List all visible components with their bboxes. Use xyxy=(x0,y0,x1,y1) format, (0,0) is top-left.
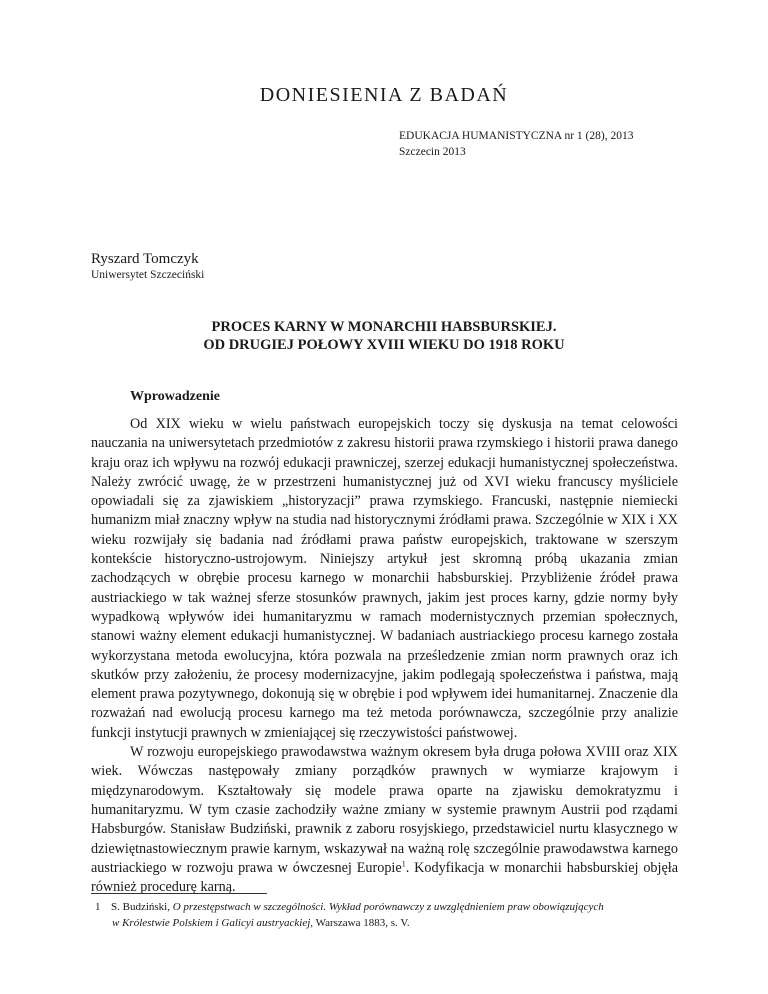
article-title xyxy=(0,318,768,354)
author-name: Ryszard Tomczyk xyxy=(91,251,199,267)
journal-citation: EDUKACJA HUMANISTYCZNA nr 1 (28), 2013 xyxy=(399,130,634,142)
footnote-line-1 xyxy=(91,899,678,915)
paragraph-2 xyxy=(91,743,678,897)
title-line-2: OD DRUGIEJ POŁOWY XVIII WIEKU DO 1918 ROKU xyxy=(203,337,565,353)
footnote-number: 1 xyxy=(95,901,101,913)
footnote-author: S. Budziński, xyxy=(111,901,170,913)
title-line-1: PROCES KARNY W MONARCHII HABSBURSKIEJ. xyxy=(211,319,557,335)
paragraph-1: Od XIX wieku w wielu państwach europejskich toczy się dyskusja na temat celowości nauczania na uniwersytetach przedmiotów z zakresu historii prawa rzymskiego i historii prawa danego kraju oraz ich wpływu na rozwój edukacji prawniczej, szerzej edukacji humanistycznej społeczeństwa. Należy zwrócić uwagę, że w przestrzeni humanistycznej już od XVI wieku francuscy myśliciele opowiadali się za zjawiskiem „historyzacji” prawa rzymskiego. Francuski, następnie niemiecki humanizm miał znaczny wpływ na studia nad historycznymi źródłami prawa. Szczególnie w XIX i XX wieku rozwijały się badania nad źródłami prawa państw europejskich, traktowane w szerszym kontekście historyczno-ustrojowym. Niniejszy artykuł jest skromną próbą ukazania zmian zachodzących w obrębie procesu karnego w monarchii habsburskiej. Przybliżenie źródeł prawa austriackiego w tak ważnej sferze stosunków prawnych, jakim jest proces karny, gdzie normy były wypadkową wpływów idei humanitaryzmu w ramach modernistycznych przemian społecznych, stanowi ważny element edukacji humanistycznej. W badaniach austriackiego procesu karnego została wykorzystana metoda ewolucyjna, która pozwala na prześledzenie zmian norm prawnych oraz ich skutków przy założeniu, że procesy modernizacyjne, jakim podlegają społeczeństwa i państwa, mają element prawa pozytywnego, dokonują się w obrębie i pod wpływem idei humanitarnej. Znaczenie dla rozważań nad ewolucją procesu karnego ma też metoda porównawcza, szczególnie przy analizie funkcji instytucji prawnych w zmieniającej się rzeczywistości państwowej. xyxy=(91,416,678,741)
journal-place-year: Szczecin 2013 xyxy=(399,146,466,158)
footnote-publication: , Warszawa 1883, s. V. xyxy=(310,917,410,929)
footnote-line-2 xyxy=(91,915,678,931)
footnote-title: O przestępstwach w szczególności. Wykład porównawczy z uwzględnieniem praw obowiązujących xyxy=(172,901,604,913)
article-body xyxy=(91,415,678,897)
footnote-ref[interactable]: 1 xyxy=(401,859,406,869)
footnote-title-cont: w Królestwie Polskiem i Galicyi austryackiej xyxy=(112,917,311,929)
section-subheading: Wprowadzenie xyxy=(130,389,220,404)
journal-info xyxy=(399,128,633,160)
author-block xyxy=(91,250,204,283)
paragraph-2-text: W rozwoju europejskiego prawodawstwa ważnym okresem była druga połowa XVIII oraz XIX wiek. Wówczas następowały zmiany porządków prawnych w wymiarze krajowym i międzynarodowym. Kształtowały się modele prawa oparte na zjawisku demokratyzmu i humanitaryzmu. W tym czasie zachodziły ważne zmiany w systemie prawnym Austrii pod rządami Habsburgów. Stanisław Budziński, prawnik z zaboru rosyjskiego, przedstawiciel nurtu klasycznego w dziewiętnastowiecznym prawie karnym, wskazywał na ważną rolę szczególnie prawodawstwa karnego austriackiego w rozwoju prawa w ówczesnej Europie xyxy=(91,744,678,876)
paragraph-2-text-after: . Kodyfikacja w monarchii habsburskiej objęła również procedurę karną. xyxy=(91,859,679,896)
author-affiliation: Uniwersytet Szczeciński xyxy=(91,269,205,281)
footnote-divider xyxy=(91,893,267,894)
section-header: DONIESIENIA Z BADAŃ xyxy=(259,84,509,106)
footnote xyxy=(91,899,678,931)
